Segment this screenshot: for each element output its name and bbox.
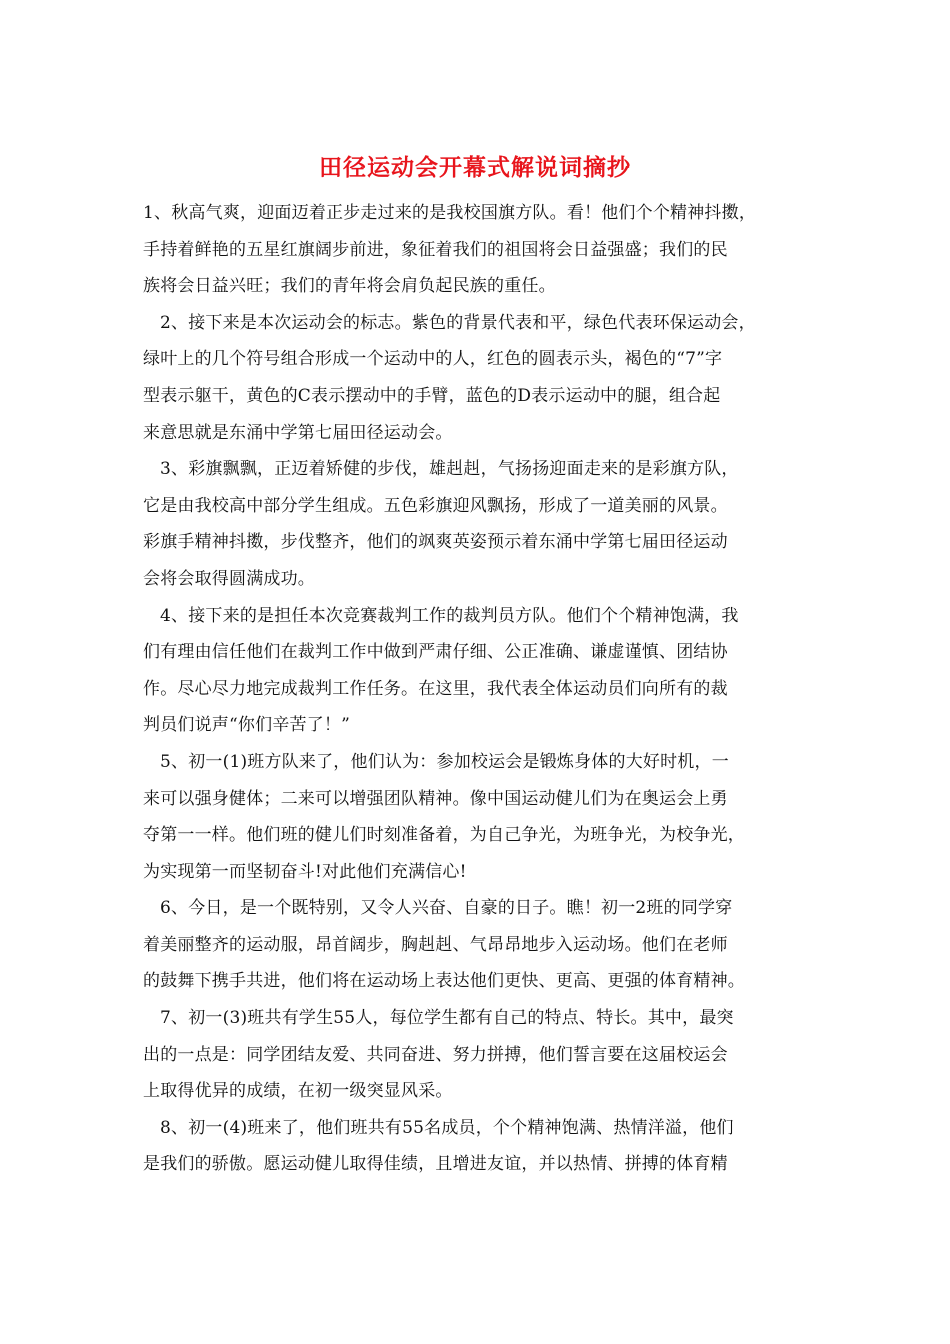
paragraph-line: 上取得优异的成绩，在初一级突显风采。 xyxy=(143,1081,453,1102)
paragraph-7 xyxy=(143,1000,803,1110)
paragraph-line: 来意思就是东涌中学第七届田径运动会。 xyxy=(143,422,453,443)
paragraph-line: 来可以强身健体；二来可以增强团队精神。像中国运动健儿们为在奥运会上勇 xyxy=(143,788,728,809)
paragraph-line: 是我们的骄傲。愿运动健儿取得佳绩，且增进友谊，并以热情、拼搏的体育精 xyxy=(143,1154,728,1175)
paragraph-line: 夺第一一样。他们班的健儿们时刻准备着，为自己争光，为班争光，为校争光， xyxy=(143,825,745,846)
paragraph-2 xyxy=(143,305,803,451)
paragraph-5 xyxy=(143,744,803,890)
paragraph-line: 彩旗手精神抖擞，步伐整齐，他们的飒爽英姿预示着东涌中学第七届田径运动 xyxy=(143,532,728,553)
paragraph-line: 1、秋高气爽，迎面迈着正步走过来的是我校国旗方队。看！他们个个精神抖擞， xyxy=(143,203,757,223)
paragraph-line: 5、初一(1)班方队来了，他们认为：参加校运会是锻炼身体的大好时机，一 xyxy=(160,751,729,772)
paragraph-line: 出的一点是：同学团结友爱、共同奋进、努力拼搏，他们誓言要在这届校运会 xyxy=(143,1044,728,1065)
paragraph-line: 8、初一(4)班来了，他们班共有55名成员，个个精神饱满、热情洋溢，他们 xyxy=(160,1117,734,1138)
paragraph-line: 7、初一(3)班共有学生55人，每位学生都有自己的特点、特长。其中，最突 xyxy=(160,1008,734,1029)
paragraph-line: 判员们说声“你们辛苦了！” xyxy=(143,715,350,736)
paragraph-line: 作。尽心尽力地完成裁判工作任务。在这里，我代表全体运动员们向所有的裁 xyxy=(143,678,728,699)
paragraph-line: 6、今日，是一个既特别，又令人兴奋、自豪的日子。瞧！初一2班的同学穿 xyxy=(160,898,733,919)
document-title: 田径运动会开幕式解说词摘抄 xyxy=(319,154,631,181)
paragraph-line: 4、接下来的是担任本次竞赛裁判工作的裁判员方队。他们个个精神饱满，我 xyxy=(160,605,739,626)
paragraph-line: 3、彩旗飘飘，正迈着矫健的步伐，雄赳赳，气扬扬迎面走来的是彩旗方队， xyxy=(160,459,739,480)
paragraph-line: 会将会取得圆满成功。 xyxy=(143,568,315,589)
paragraph-line: 手持着鲜艳的五星红旗阔步前进，象征着我们的祖国将会日益强盛；我们的民 xyxy=(143,239,728,260)
paragraph-line: 们有理由信任他们在裁判工作中做到严肃仔细、公正准确、谦虚谨慎、团结协 xyxy=(143,642,728,663)
paragraph-line: 的鼓舞下携手共进，他们将在运动场上表达他们更快、更高、更强的体育精神。 xyxy=(143,971,745,992)
paragraph-line: 绿叶上的几个符号组合形成一个运动中的人，红色的圆表示头，褐色的“7”字 xyxy=(143,349,723,370)
paragraph-8 xyxy=(143,1110,803,1183)
paragraph-6 xyxy=(143,890,803,1000)
paragraph-line: 它是由我校高中部分学生组成。五色彩旗迎风飘扬，形成了一道美丽的风景。 xyxy=(143,495,728,516)
document-body xyxy=(143,195,803,1183)
paragraph-line: 为实现第一而坚韧奋斗!对此他们充满信心! xyxy=(143,861,467,882)
paragraph-1 xyxy=(143,195,803,305)
paragraph-3 xyxy=(143,451,803,597)
paragraph-line: 着美丽整齐的运动服，昂首阔步，胸赳赳、气昂昂地步入运动场。他们在老师 xyxy=(143,934,728,955)
paragraph-line: 型表示躯干，黄色的C表示摆动中的手臂，蓝色的D表示运动中的腿，组合起 xyxy=(143,385,721,406)
paragraph-4 xyxy=(143,598,803,744)
paragraph-line: 族将会日益兴旺；我们的青年将会肩负起民族的重任。 xyxy=(143,276,556,297)
paragraph-line: 2、接下来是本次运动会的标志。紫色的背景代表和平，绿色代表环保运动会， xyxy=(160,312,756,333)
